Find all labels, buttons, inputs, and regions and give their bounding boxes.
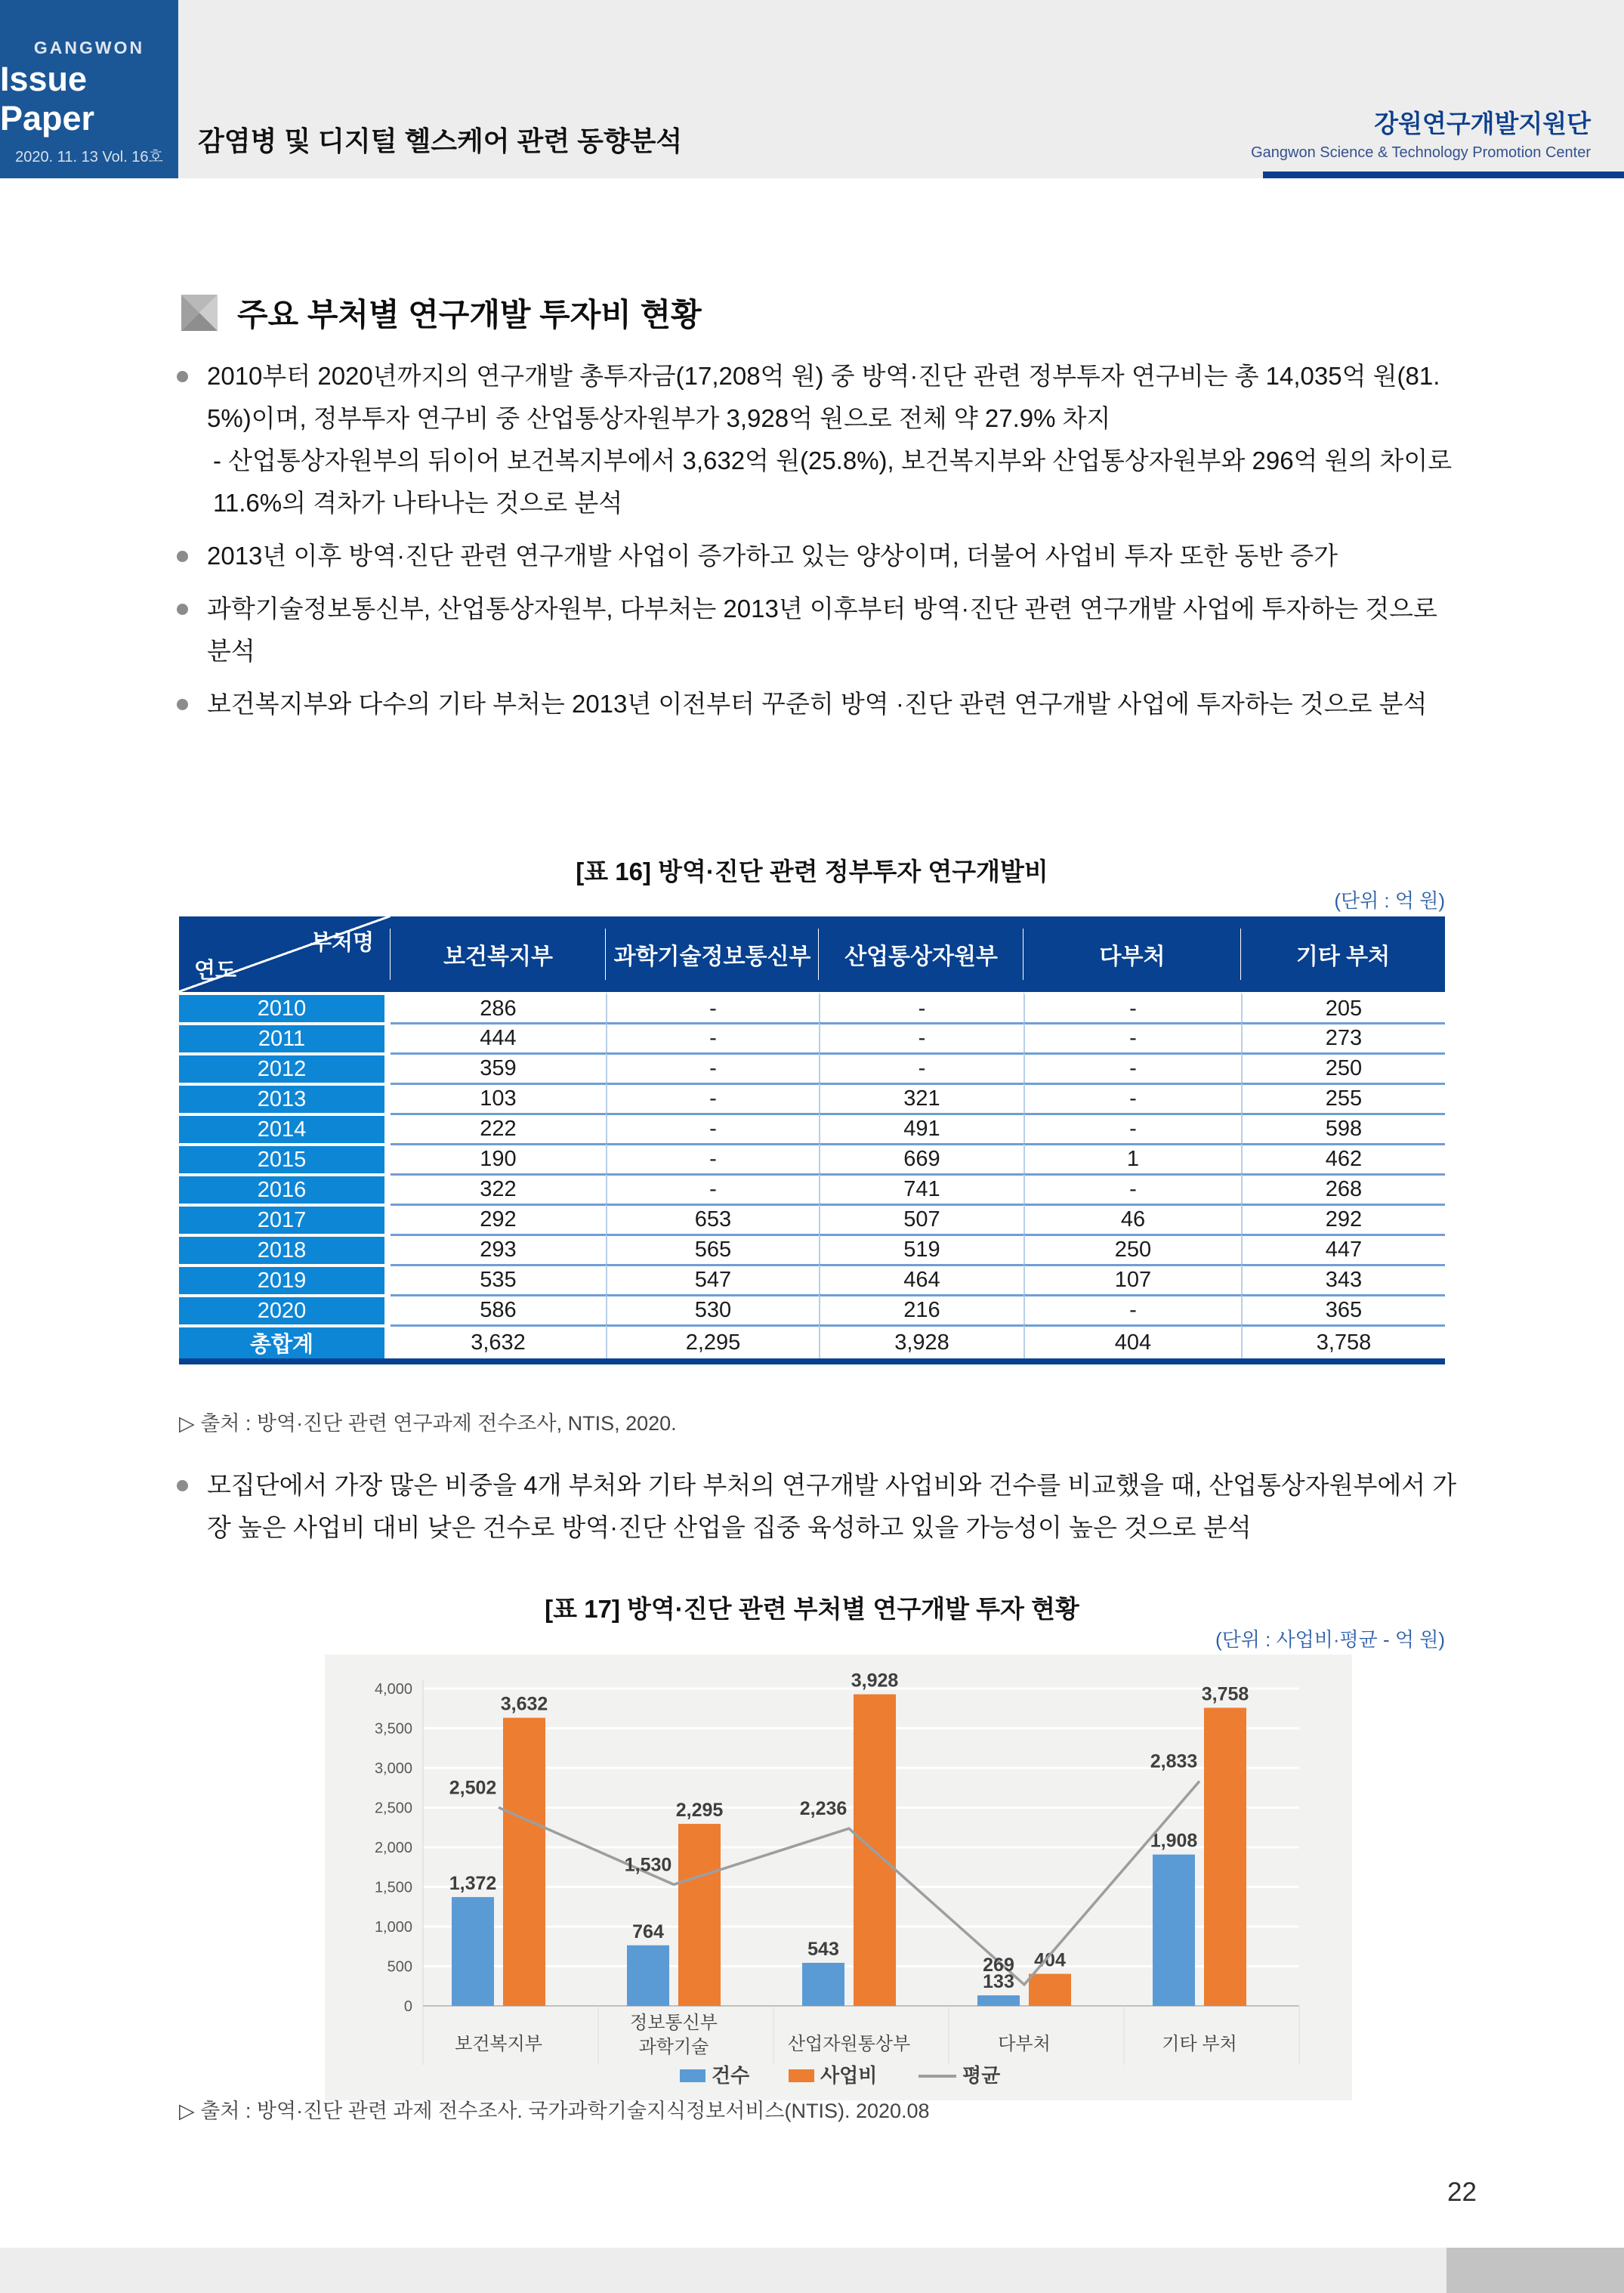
row-year-cell: 총합계: [179, 1324, 391, 1358]
bullet-item: [175, 355, 1459, 524]
doc-title: 감염병 및 디지털 헬스케어 관련 동향분석: [198, 125, 683, 156]
table-cell: 491: [819, 1113, 1023, 1143]
x-category-label: 과학기술: [638, 2037, 709, 2057]
bar-count: [977, 1995, 1020, 2006]
table-cell: -: [606, 1052, 819, 1083]
bullet-item: [175, 1464, 1459, 1549]
table-cell: 286: [391, 992, 606, 1022]
table-cell: 464: [819, 1264, 1023, 1294]
table-cell: -: [819, 992, 1023, 1022]
table-cell: -: [1023, 1173, 1241, 1204]
row-year-cell: 2011: [179, 1022, 391, 1052]
corner-label-ministry: 부처명: [310, 931, 374, 955]
column-header: 보건복지부: [391, 916, 606, 992]
line-label: 2,236: [799, 1798, 848, 1820]
bar-label: 543: [807, 1938, 839, 1960]
table-cell: 507: [819, 1204, 1023, 1234]
bullet-text: 2013년 이후 방역·진단 관련 연구개발 사업이 증가하고 있는 양상이며, 더불어 사업비 투자 또한 동반 증가: [207, 542, 1338, 570]
bar-budget: [503, 1718, 545, 2006]
x-category-label: 보건복지부: [455, 2034, 542, 2054]
bar-label: 3,758: [1201, 1683, 1249, 1705]
table-cell: 321: [819, 1083, 1023, 1113]
bullet-sub-text: - 산업통상자원부의 뒤이어 보건복지부에서 3,632억 원(25.8%), 보건복지부와 산업통상자원부와 296억 원의 차이로 11.6%의 격차가 나타나는 것으로 분석: [213, 447, 1453, 517]
line-label: 269: [983, 1954, 1014, 1976]
bar-label: 3,928: [851, 1670, 899, 1692]
table-cell: 447: [1241, 1234, 1445, 1264]
table-cell: 250: [1023, 1234, 1241, 1264]
table-cell: 255: [1241, 1083, 1445, 1113]
bar-label: 404: [1034, 1949, 1066, 1971]
table-row: [179, 1204, 1445, 1234]
row-year-cell: 2018: [179, 1234, 391, 1264]
table-cell: 519: [819, 1234, 1023, 1264]
table-cell: -: [606, 1083, 819, 1113]
table16-unit-note: (단위 : 억 원): [1334, 889, 1445, 912]
table16-caption: [표 16] 방역·진단 관련 정부투자 연구개발비: [576, 858, 1048, 885]
table-cell: -: [819, 1022, 1023, 1052]
y-tick-label: 0: [403, 1998, 412, 2015]
table-cell: -: [606, 1022, 819, 1052]
table-cell: 365: [1241, 1294, 1445, 1324]
y-tick-label: 500: [387, 1958, 412, 1976]
bar-label: 2,295: [675, 1800, 724, 1822]
column-header: 과학기술정보통신부: [606, 916, 819, 992]
table-cell: 292: [1241, 1204, 1445, 1234]
table-cell: 3,632: [391, 1324, 606, 1358]
table-cell: -: [606, 1173, 819, 1204]
bar-label: 1,908: [1150, 1830, 1198, 1852]
section-title: 주요 부처별 연구개발 투자비 현황: [237, 297, 702, 332]
table-cell: 3,928: [819, 1324, 1023, 1358]
row-year-cell: 2019: [179, 1264, 391, 1294]
table-row: [179, 1294, 1445, 1324]
table-cell: 205: [1241, 992, 1445, 1022]
section-marker-icon: [181, 295, 218, 331]
bullet-item: [175, 588, 1459, 672]
table-cell: 250: [1241, 1052, 1445, 1083]
column-header: 산업통상자원부: [819, 916, 1023, 992]
footer-band: [0, 2248, 1624, 2293]
bullet-text: 2010부터 2020년까지의 연구개발 총투자금(17,208억 원) 중 방역·진단 관련 정부투자 연구비는 총 14,035억 원(81.5%)이며, 정부투자 연구비 중 산업통상자원부가 3,928억 원으로 전체 약 27.9% 차지: [207, 362, 1440, 432]
y-tick-label: 2,000: [374, 1840, 412, 1856]
bullet-list-after-table: [175, 1464, 1459, 1559]
brand-box: [0, 0, 178, 178]
line-label: 2,502: [449, 1777, 497, 1799]
table-cell: -: [606, 1143, 819, 1173]
table-row: [179, 1022, 1445, 1052]
investment-chart: [325, 1655, 1352, 2100]
corner-label-year: 연도: [194, 959, 237, 983]
x-category-label: 산업자원통상부: [787, 2034, 911, 2054]
x-category-label: 기타 부처: [1162, 2034, 1237, 2054]
legend-label: 평균: [962, 2064, 1001, 2087]
line-label: 1,530: [624, 1854, 672, 1876]
bar-label: 764: [632, 1921, 664, 1942]
table-cell: 1: [1023, 1143, 1241, 1173]
bar-count: [627, 1945, 669, 2006]
footer-corner-block: [1446, 2248, 1624, 2293]
table-cell: 444: [391, 1022, 606, 1052]
y-tick-label: 2,500: [374, 1800, 412, 1817]
table16-source: ▷ 출처 : 방역·진단 관련 연구과제 전수조사, NTIS, 2020.: [179, 1412, 677, 1435]
table-cell: 190: [391, 1143, 606, 1173]
y-tick-label: 4,000: [374, 1681, 412, 1698]
masthead: [0, 0, 1624, 178]
row-year-cell: 2013: [179, 1083, 391, 1113]
legend-label: 건수: [712, 2064, 750, 2087]
bar-label: 1,372: [449, 1872, 497, 1894]
table-row: [179, 1234, 1445, 1264]
x-category-label: 정보통신부: [630, 2013, 718, 2033]
y-tick-label: 3,500: [374, 1720, 412, 1738]
bullet-list: [175, 355, 1459, 736]
table-row: [179, 1264, 1445, 1294]
table-cell: 292: [391, 1204, 606, 1234]
table-cell: 535: [391, 1264, 606, 1294]
org-name-english: Gangwon Science & Technology Promotion Center: [1251, 144, 1591, 161]
bar-count: [452, 1897, 494, 2006]
x-category-label: 다부처: [998, 2034, 1051, 2054]
bullet-text: 과학기술정보통신부, 산업통상자원부, 다부처는 2013년 이후부터 방역·진단 관련 연구개발 사업에 투자하는 것으로 분석: [207, 595, 1437, 665]
table-row: [179, 1113, 1445, 1143]
table-row: [179, 1052, 1445, 1083]
table-cell: 359: [391, 1052, 606, 1083]
column-header: 기타 부처: [1241, 916, 1445, 992]
bar-count: [1153, 1855, 1195, 2006]
table-cell: 343: [1241, 1264, 1445, 1294]
table-corner-cell: [179, 916, 391, 992]
chart-svg: [325, 1655, 1352, 2100]
table-cell: -: [1023, 1294, 1241, 1324]
table-row: [179, 1173, 1445, 1204]
table-cell: 2,295: [606, 1324, 819, 1358]
chart17-source: ▷ 출처 : 방역·진단 관련 과제 전수조사. 국가과학기술지식정보서비스(NTIS). 2020.08: [179, 2100, 930, 2122]
table-cell: 268: [1241, 1173, 1445, 1204]
gov-investment-table: [179, 916, 1445, 1364]
table-row: [179, 1324, 1445, 1358]
table-cell: -: [1023, 1022, 1241, 1052]
table-cell: 653: [606, 1204, 819, 1234]
brand-gangwon-label: GANGWON: [33, 38, 145, 57]
table-cell: -: [1023, 1052, 1241, 1083]
table-cell: 547: [606, 1264, 819, 1294]
bar-budget: [1204, 1707, 1246, 2006]
table-cell: 462: [1241, 1143, 1445, 1173]
table-cell: 103: [391, 1083, 606, 1113]
bullet-item: [175, 683, 1459, 725]
table-cell: 273: [1241, 1022, 1445, 1052]
table-cell: -: [1023, 1083, 1241, 1113]
table-cell: -: [819, 1052, 1023, 1083]
table-cell: 530: [606, 1294, 819, 1324]
table-cell: 404: [1023, 1324, 1241, 1358]
org-block: [1251, 104, 1591, 162]
table-cell: -: [1023, 992, 1241, 1022]
row-year-cell: 2015: [179, 1143, 391, 1173]
table-cell: 741: [819, 1173, 1023, 1204]
line-label: 2,833: [1150, 1751, 1198, 1772]
org-name-korean: 강원연구개발지원단: [1374, 110, 1591, 138]
row-year-cell: 2020: [179, 1294, 391, 1324]
brand-issue-paper-label: Issue Paper: [0, 60, 95, 138]
y-tick-label: 3,000: [374, 1760, 412, 1777]
chart17-caption: [표 17] 방역·진단 관련 부처별 연구개발 투자 현황: [545, 1595, 1079, 1623]
y-tick-label: 1,000: [374, 1919, 412, 1936]
row-year-cell: 2017: [179, 1204, 391, 1234]
table-cell: -: [606, 992, 819, 1022]
row-year-cell: 2014: [179, 1113, 391, 1143]
bar-count: [802, 1963, 844, 2006]
masthead-accent-bar: [1263, 172, 1624, 178]
row-year-cell: 2012: [179, 1052, 391, 1083]
table-cell: 216: [819, 1294, 1023, 1324]
table-cell: 107: [1023, 1264, 1241, 1294]
bullet-text: 보건복지부와 다수의 기타 부처는 2013년 이전부터 꾸준히 방역 ·진단 관련 연구개발 사업에 투자하는 것으로 분석: [207, 690, 1428, 718]
page-number: 22: [1447, 2177, 1477, 2207]
table-cell: 565: [606, 1234, 819, 1264]
bullet-text: 모집단에서 가장 많은 비중을 4개 부처와 기타 부처의 연구개발 사업비와 건수를 비교했을 때, 산업통상자원부에서 가장 높은 사업비 대비 낮은 건수로 방역·진단 산업을 집중 육성하고 있을 가능성이 높은 것으로 분석: [207, 1471, 1457, 1541]
column-header: 다부처: [1023, 916, 1241, 992]
legend-label: 사업비: [820, 2064, 878, 2087]
row-year-cell: 2016: [179, 1173, 391, 1204]
bar-budget: [678, 1824, 721, 2006]
table-cell: 669: [819, 1143, 1023, 1173]
brand-date-label: 2020. 11. 13 Vol. 16호: [15, 149, 163, 165]
table-row: [179, 992, 1445, 1022]
bar-budget: [1029, 1974, 1071, 2006]
table-row: [179, 1143, 1445, 1173]
table-row: [179, 1083, 1445, 1113]
bar-label: 3,632: [500, 1693, 548, 1715]
table-cell: -: [1023, 1113, 1241, 1143]
section-header: [181, 290, 702, 335]
table-cell: 46: [1023, 1204, 1241, 1234]
chart17-unit-note: (단위 : 사업비·평균 - 억 원): [1215, 1628, 1445, 1651]
bar-label: 133: [983, 1971, 1014, 1993]
y-tick-label: 1,500: [374, 1879, 412, 1896]
table-cell: 322: [391, 1173, 606, 1204]
legend-swatch: [680, 2069, 705, 2082]
table-cell: 598: [1241, 1113, 1445, 1143]
legend-swatch: [789, 2069, 814, 2082]
table-cell: 586: [391, 1294, 606, 1324]
row-year-cell: 2010: [179, 992, 391, 1022]
bullet-item: [175, 535, 1459, 577]
table-cell: 3,758: [1241, 1324, 1445, 1358]
table-cell: 222: [391, 1113, 606, 1143]
table-cell: -: [606, 1113, 819, 1143]
table-cell: 293: [391, 1234, 606, 1264]
